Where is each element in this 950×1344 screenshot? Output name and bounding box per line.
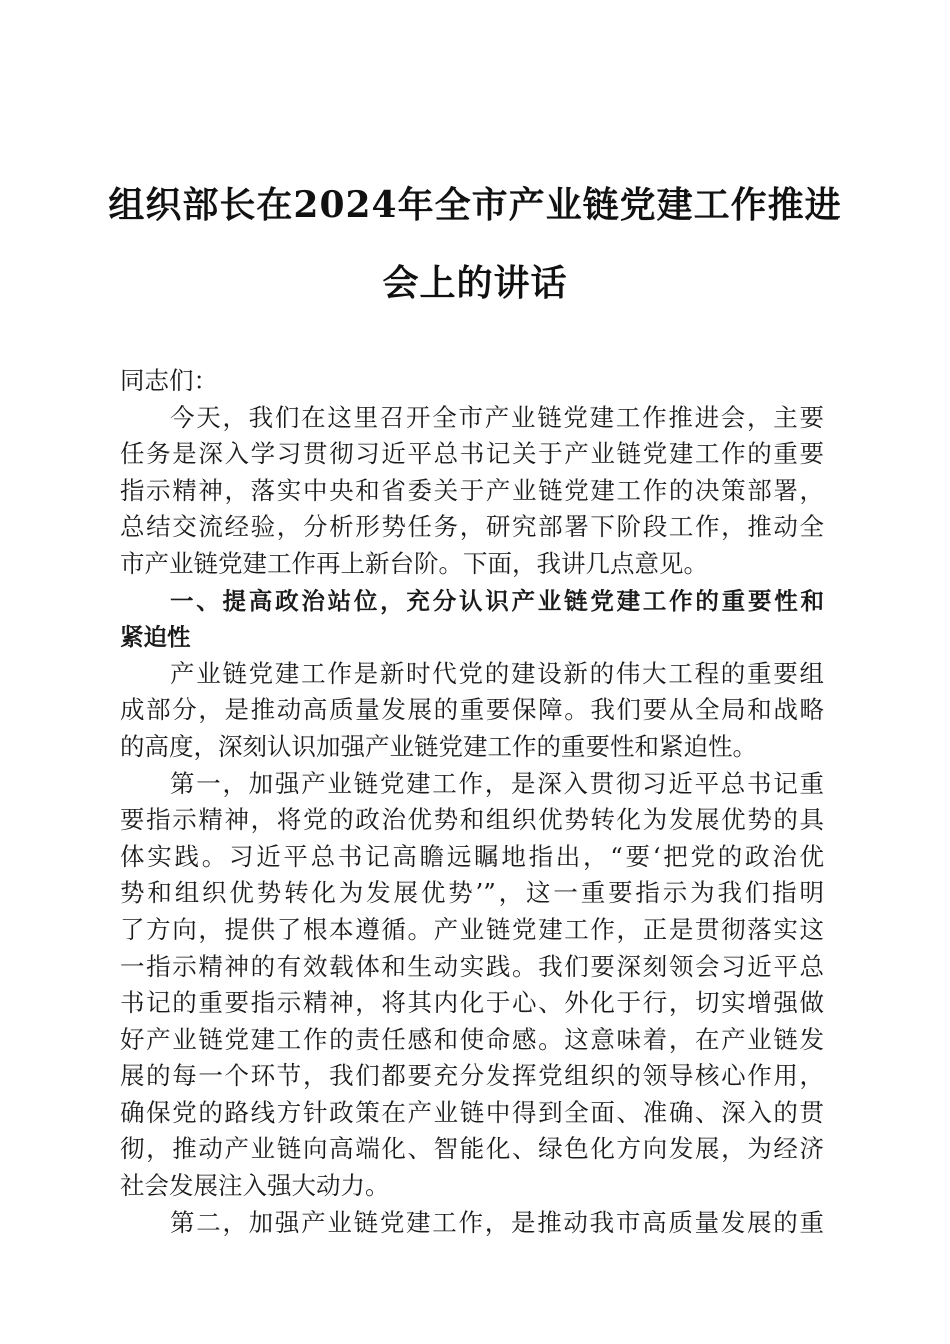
title-line-1: 组织部长在2024年全市产业链党建工作推进 [108, 184, 842, 226]
heading-line: 一、提高政治站位，充分认识产业链党建工作的重要性和 [170, 586, 824, 615]
paragraph-line: 今天，我们在这里召开全市产业链党建工作推进会，主要 [170, 402, 824, 432]
paragraph-importance [120, 656, 824, 766]
paragraph-line: 确保党的路线方针政策在产业链中得到全面、准确、深入的贯 [120, 1097, 824, 1127]
paragraph-line: 成部分，是推动高质量发展的重要保障。我们要从全局和战略 [120, 695, 824, 725]
document-body [120, 363, 824, 1241]
paragraph-line: 任务是深入学习贯彻习近平总书记关于产业链党建工作的重要 [120, 439, 824, 469]
paragraph-line: 第二，加强产业链党建工作，是推动我市高质量发展的重 [170, 1207, 824, 1237]
paragraph-line: 要指示精神，将党的政治优势和组织优势转化为发展优势的具 [120, 805, 824, 835]
document-title [100, 166, 850, 322]
heading-line: 紧迫性 [120, 623, 191, 652]
greeting: 同志们： [120, 366, 218, 395]
paragraph-line: 产业链党建工作是新时代党的建设新的伟大工程的重要组 [170, 658, 824, 688]
paragraph-first-point [120, 766, 824, 1205]
paragraph-line: 了方向，提供了根本遵循。产业链党建工作，正是贯彻落实这 [120, 914, 824, 944]
paragraph-line: 总结交流经验，分析形势任务，研究部署下阶段工作，推动全 [120, 512, 824, 542]
paragraph-line: 彻，推动产业链向高端化、智能化、绿色化方向发展，为经济 [120, 1134, 824, 1164]
paragraph-line: 书记的重要指示精神，将其内化于心、外化于行，切实增强做 [120, 988, 824, 1018]
paragraph-line: 体实践。习近平总书记高瞻远瞩地指出，“要‘把党的政治优 [120, 841, 824, 871]
paragraph-line: 势和组织优势转化为发展优势’”，这一重要指示为我们指明 [120, 878, 824, 908]
paragraph-line: 的高度，深刻认识加强产业链党建工作的重要性和紧迫性。 [120, 731, 757, 761]
paragraph-second-point [120, 1205, 824, 1242]
paragraph-line: 一指示精神的有效载体和生动实践。我们要深刻领会习近平总 [120, 951, 824, 981]
paragraph-line: 展的每一个环节，我们都要充分发挥党组织的领导核心作用， [120, 1061, 824, 1091]
paragraph-intro [120, 400, 824, 583]
section-heading-1 [120, 583, 824, 656]
paragraph-line: 第一，加强产业链党建工作，是深入贯彻习近平总书记重 [170, 768, 824, 798]
title-line-2: 会上的讲话 [382, 262, 568, 304]
paragraph-line: 指示精神，落实中央和省委关于产业链党建工作的决策部署， [120, 475, 824, 505]
paragraph-line: 社会发展注入强大动力。 [120, 1171, 390, 1201]
paragraph-line: 好产业链党建工作的责任感和使命感。这意味着，在产业链发 [120, 1024, 824, 1054]
paragraph-line: 市产业链党建工作再上新台阶。下面，我讲几点意见。 [120, 548, 708, 578]
